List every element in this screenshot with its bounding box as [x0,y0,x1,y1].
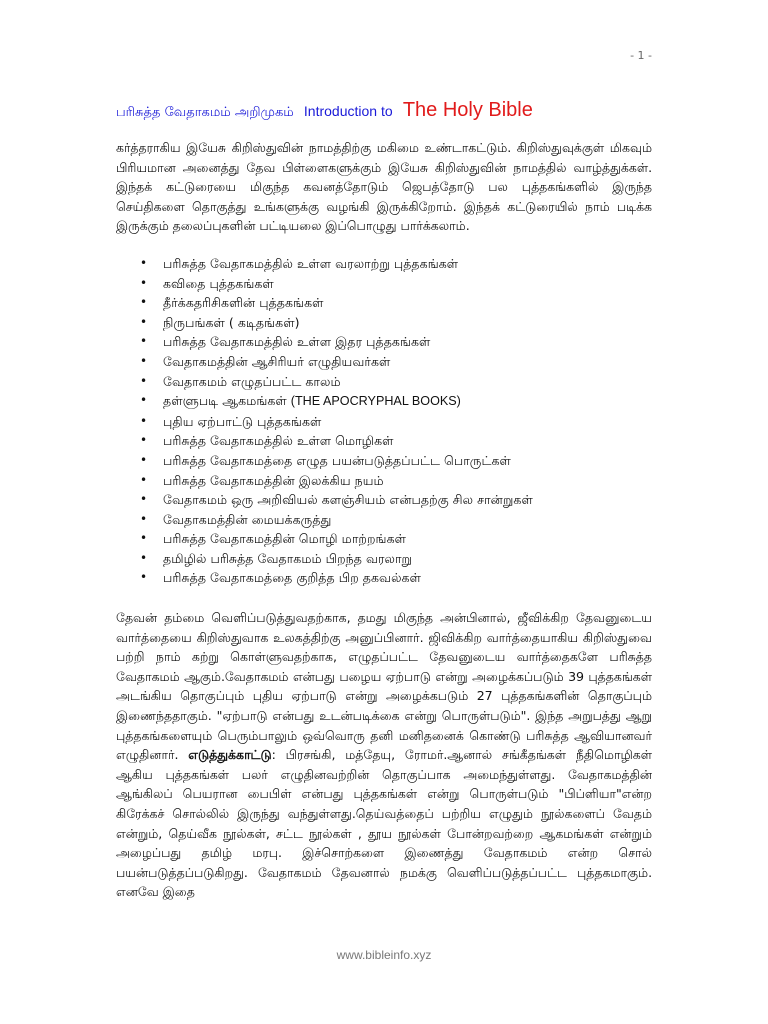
body-text-start: தேவன் தம்மை வெளிப்படுத்துவதற்காக, தமது மிகுந்த அன்பினால், ஜீவிக்கிற தேவனுடைய வார்த்தையை கிறிஸ்துவாக உலகத்திற்கு அனுப்பினார். ஜிவிக்கிற வார்த்தையாகிய கிறிஸ்துவை பற்றி நாம் கற்று கொள்ளுவதற்காக, எழுதப்பட்ட தேவனுடைய வார்த்தைகளே பரிசுத்த வேதாகமம் ஆகும்.வேதாகமம் என்பது பழைய ஏற்பாடு என்று அழைக்கப்படும் 39 புத்தகங்கள் அடங்கிய தொகுப்பும் புதிய ஏற்பாடு என்று அழைக்கபடும் 27 புத்தகங்களின் தொகுப்பும் இணைந்ததாகும். "ஏற்பாடு என்பது உடன்படிக்கை என்று பொருள்படும்". இந்த அறுபத்து ஆறு புத்தகங்களையும் பெரும்பாலும் ஒவ்வொரு தனி மனிதனைக் கொண்டு பரிசுத்த ஆவியானவர் எழுதினார். [116,610,652,763]
title-tamil: பரிசுத்த வேதாகமம் அறிமுகம் [116,105,294,120]
list-item: • வேதாகமத்தின் ஆசிரியர் எழுதியவர்கள் [163,352,652,372]
intro-paragraph: கர்த்தராகிய இயேசு கிறிஸ்துவின் நாமத்திற்கு மகிமை உண்டாகட்டும். கிறிஸ்துவுக்குள் மிகவும் பிரியமான அனைத்து தேவ பிள்ளைகளுக்கும் இயேசு கிறிஸ்துவின் நாமத்தில் வாழ்த்துக்கள். இந்தக் கட்டுரையை மிகுந்த கவனத்தோடும் ஜெபத்தோடு பல புத்தகங்களில் இருந்த செய்திகளை தொகுத்து உங்களுக்கு வழங்கி இருக்கிறோம். இந்தக் கட்டுரையில் நாம் படிக்க இருக்கும் தலைப்புகளின் பட்டியலை இப்பொழுது பார்க்கலாம். [116,140,652,234]
list-item: • வேதாகமத்தின் மையக்கருத்து [163,510,652,530]
list-item: • வேதாகமம் எழுதப்பட்ட காலம் [163,372,652,392]
title-english: Introduction to [303,103,393,119]
list-item: • தமிழில் பரிசுத்த வேதாகமம் பிறந்த வரலாறு [163,549,652,569]
apocrypha-tamil: தள்ளுபடி ஆகமங்கள் [163,393,287,409]
document-body [116,92,652,902]
list-item: • நிருபங்கள் ( கடிதங்கள்) [163,313,652,333]
body-text-end: : பிரசங்கி, மத்தேயு, ரோமர்.ஆனால் சங்கீதங்கள் நீதிமொழிகள் ஆகிய புத்தகங்கள் பலர் எழுதினவற்றின் தொகுப்பாக அமைந்துள்ளது. வேதாகமத்தின் ஆங்கிலப் பெயரான பைபிள் என்பது புத்தகங்கள் என்று பொருள்படும் "பிப்ளியா"என்ற கிரேக்கச் சொல்லில் இருந்து வந்துள்ளது.தெய்வத்தைப் பற்றிய எழுதும் நூல்களைப் வேதம் என்றும், தெய்வீக நூல்கள், சட்ட நூல்கள் , தூய நூல்கள் போன்றவற்றை ஆகமங்கள் என்றும் அழைப்பது தமிழ் மரபு. இச்சொற்களை இணைத்து வேதாகமம் என்ற சொல் பயன்படுத்தப்படுகிறது. வேதாகமம் தேவனால் நமக்கு வெளிப்படுத்தப்பட்ட புத்தகமாகும். எனவே இதை [116,747,653,900]
page-number: - 1 - [630,49,652,62]
apocrypha-english: (THE APOCRYPHAL BOOKS) [290,394,461,409]
example-label: எடுத்துக்காட்டு [188,747,272,763]
list-item: • புதிய ஏற்பாட்டு புத்தகங்கள் [163,412,652,432]
list-item-apocrypha [163,391,652,412]
list-item: • தீர்க்கதரிசிகளின் புத்தகங்கள் [163,293,652,313]
list-item: • பரிசுத்த வேதாகமத்தின் இலக்கிய நயம் [163,471,652,491]
list-item: • பரிசுத்த வேதாகமத்தை எழுத பயன்படுத்தப்பட்ட பொருட்கள் [163,451,652,471]
body-paragraph [116,608,652,902]
page-title [116,92,652,126]
list-item: • பரிசுத்த வேதாகமத்தில் உள்ள மொழிகள் [163,431,652,451]
list-item: • பரிசுத்த வேதாகமத்தை குறித்த பிற தகவல்கள் [163,568,652,588]
title-highlight: The Holy Bible [402,99,533,121]
list-item: • பரிசுத்த வேதாகமத்தில் உள்ள இதர புத்தகங்கள் [163,332,652,352]
footer-url: www.bibleinfo.xyz [336,948,432,962]
list-item: • பரிசுத்த வேதாகமத்தின் மொழி மாற்றங்கள் [163,529,652,549]
topic-list [116,254,652,588]
list-item: • பரிசுத்த வேதாகமத்தில் உள்ள வரலாற்று புத்தகங்கள் [163,254,652,274]
list-item: • வேதாகமம் ஒரு அறிவியல் களஞ்சியம் என்பதற்கு சில சான்றுகள் [163,490,652,510]
list-item: • கவிதை புத்தகங்கள் [163,274,652,294]
